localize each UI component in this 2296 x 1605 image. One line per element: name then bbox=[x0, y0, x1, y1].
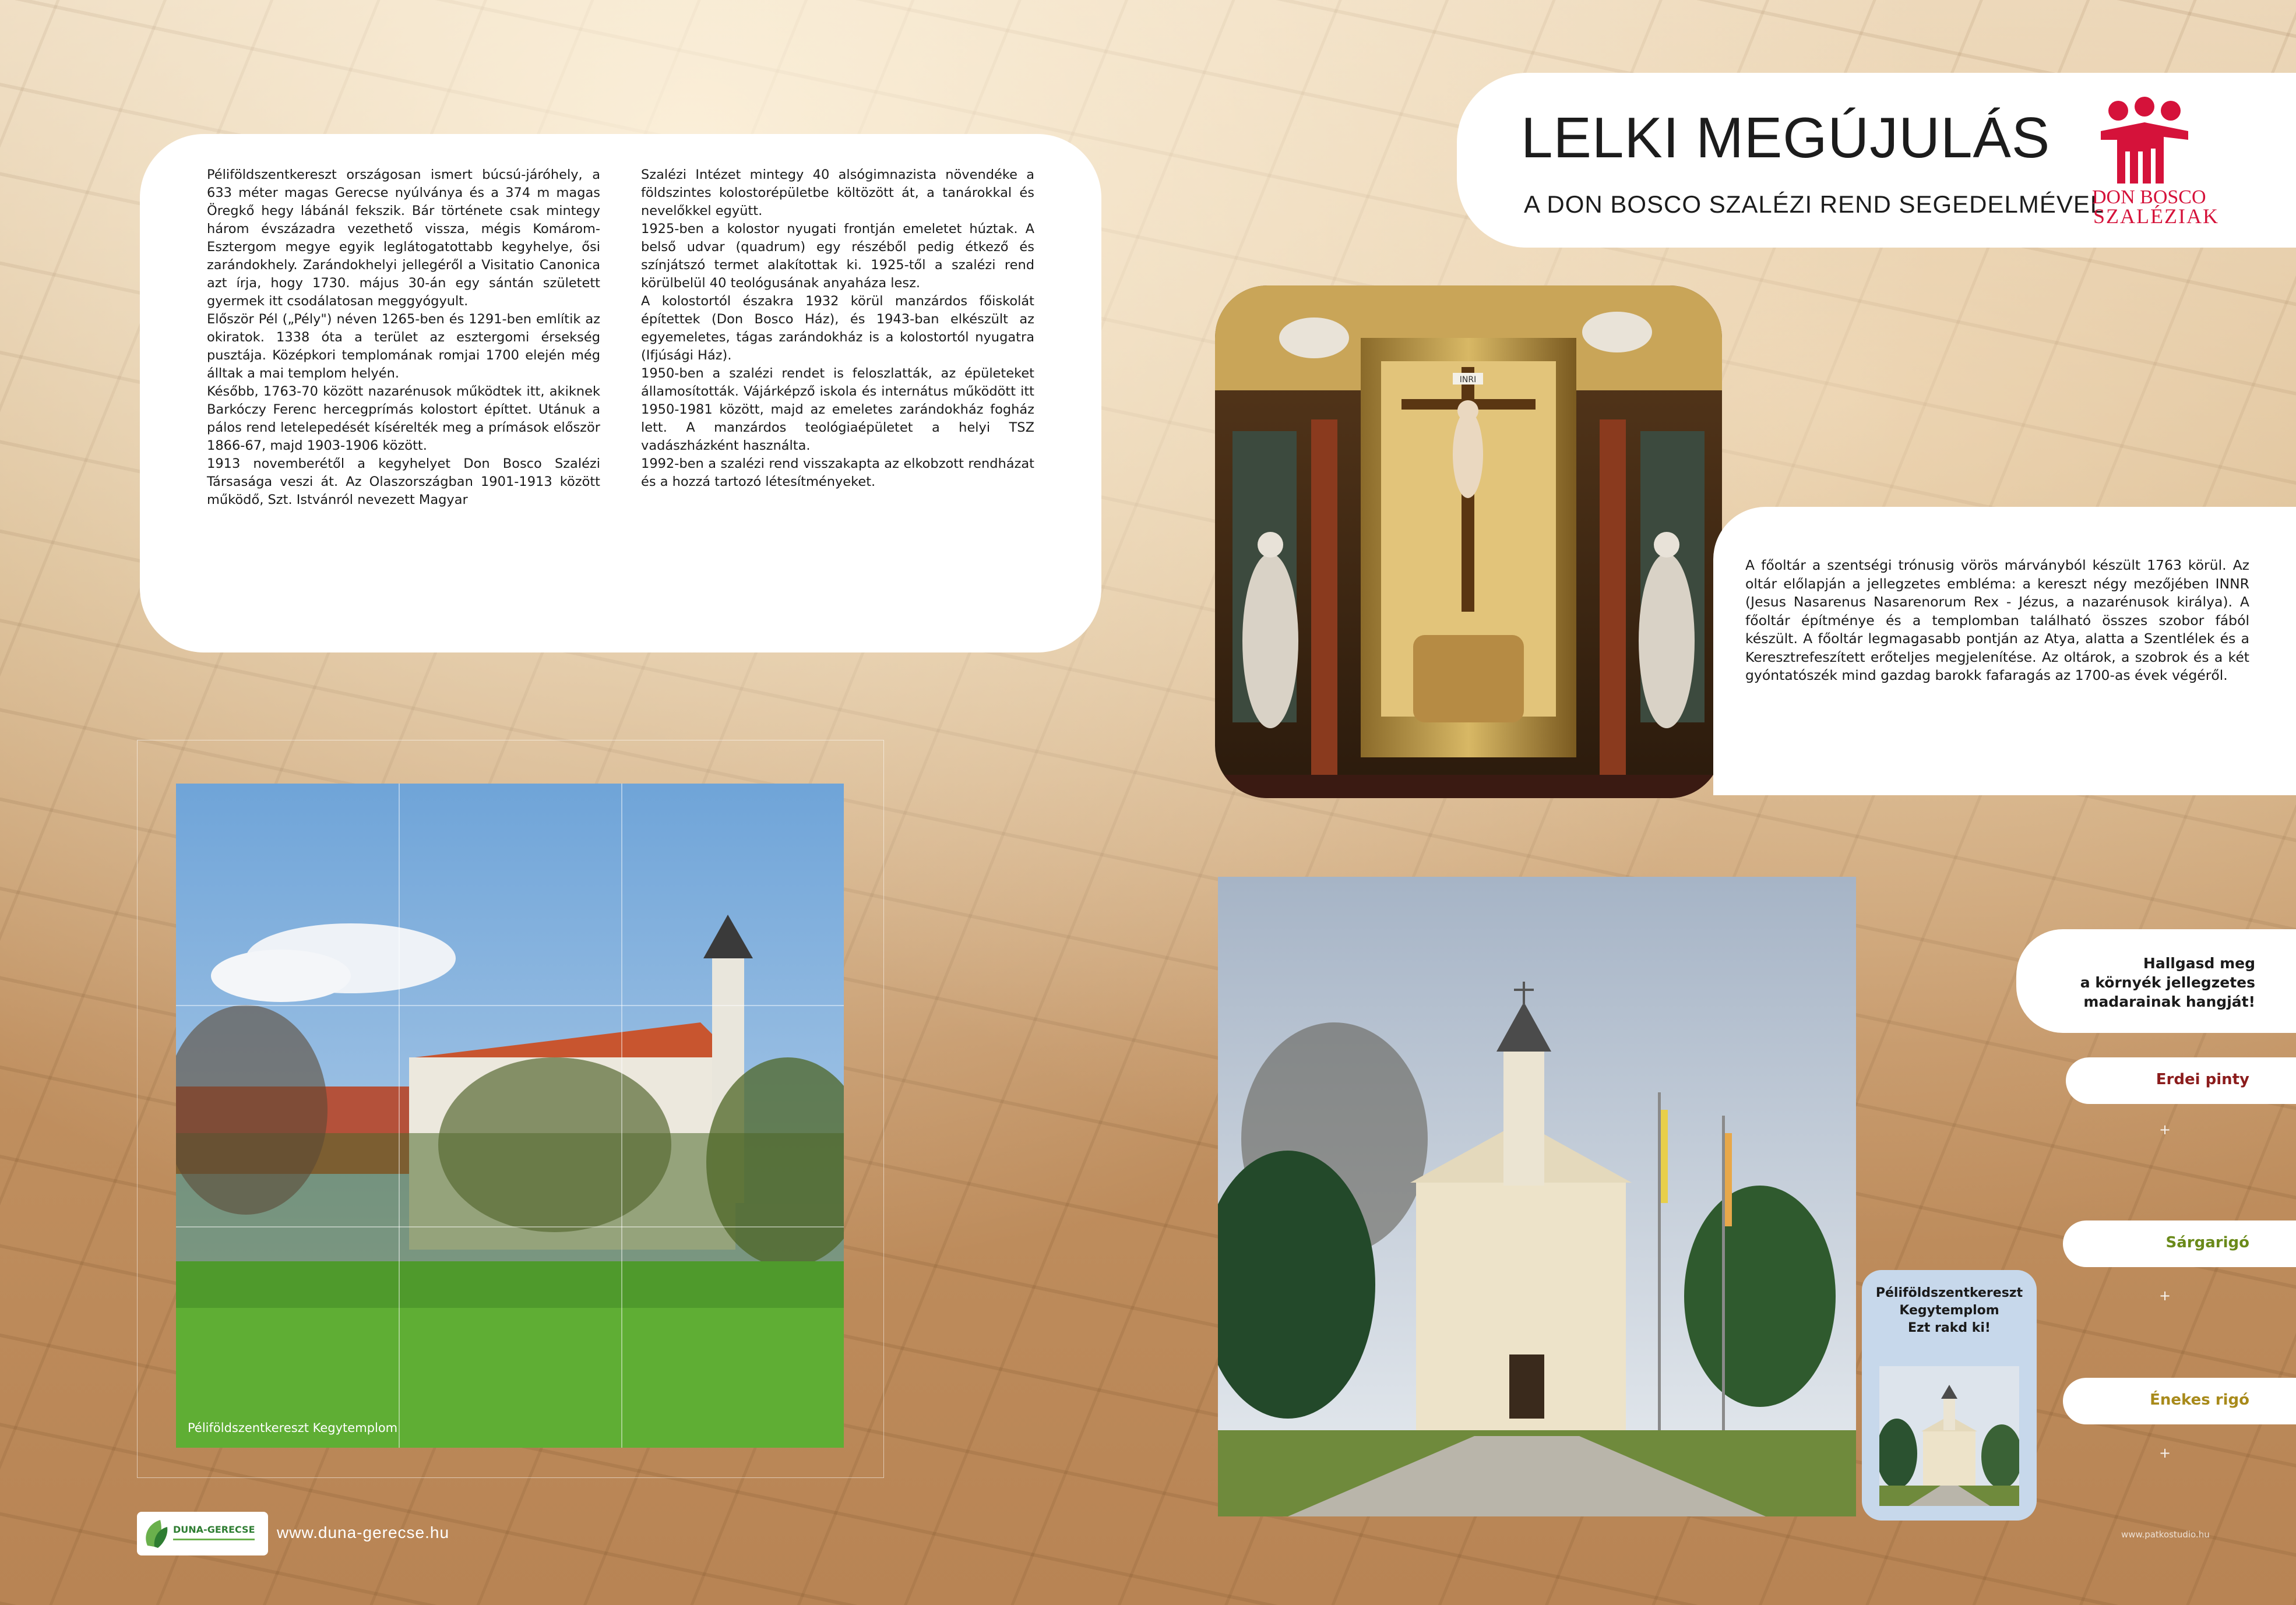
bird-label: Énekes rigó bbox=[2150, 1391, 2249, 1409]
listen-prompt-line: Hallgasd meg bbox=[2143, 955, 2255, 972]
intro-column-2 bbox=[641, 166, 1034, 509]
plus-icon: + bbox=[2159, 1445, 2171, 1461]
plus-icon: + bbox=[2159, 1287, 2171, 1304]
listen-prompt-line: madarainak hangját! bbox=[2083, 993, 2255, 1010]
plus-icon: + bbox=[2159, 1121, 2171, 1138]
duna-gerecse-logo bbox=[137, 1512, 268, 1555]
altar-photo bbox=[1215, 285, 1722, 798]
puzzle-text bbox=[1862, 1285, 2037, 1337]
puzzle-grid-line bbox=[621, 784, 622, 1448]
intro-paragraph: 1950-ben a szalézi rendet is feloszlatták, az épületeket államosították. Vájárképző iskola és internátus működött itt 1950-1981 között, majd az emeletes zarándokház fogház lett. A manzárdos teológiaépületet a helyi TSZ vadászházként használta. bbox=[641, 366, 1034, 453]
puzzle-grid-line bbox=[176, 1005, 844, 1006]
bird-sound-button-enekes-rigo[interactable] bbox=[2063, 1378, 2296, 1424]
logo-text: DUNA-GERECSE bbox=[173, 1524, 255, 1535]
intro-paragraph: 1913 novemberétől a kegyhelyet Don Bosco Szalézi Társasága veszi át. Az Olaszországban 1901-1913 között működő, Szt. Istvánról nevezett Magyar bbox=[207, 456, 600, 507]
puzzle-grid-line bbox=[176, 1226, 844, 1227]
design-credit: www.patkostudio.hu bbox=[2121, 1529, 2210, 1540]
bird-label: Erdei pinty bbox=[2156, 1071, 2249, 1088]
puzzle-panel bbox=[1862, 1270, 2037, 1521]
intro-paragraph: A kolostortól északra 1932 körül manzárdos főiskolát építettek (Don Bosco Ház), és 1943-ban elkészült az egyemeletes, tágas zarándokház is a kolostortól nyugatra (Ifjúsági Ház). bbox=[641, 294, 1034, 363]
intro-paragraph: 1925-ben a kolostor nyugati frontján emeletet húztak. A belső udvar (quadrum) egy részéből pedig étkező és színjátszó termet alakítottak ki. 1925-től a szalézi rend körülbelül 40 teológusának anyaháza lesz. bbox=[641, 221, 1034, 291]
intro-paragraph: Péliföldszentkereszt országosan ismert búcsú-járóhely, a 633 méter magas Gerecse nyúlványa és a 374 m magas Öregkő hegy lábánál fekszik. Bár története csak mintegy három évszázadra vezethető vissza, mégis Komárom-Esztergom megye egyik leglátogatottabb kegyhelye, ősi zarándokhely. Zarándokhelyi jellegéről a Visitatio Canonica azt írja, hogy 1730. május 30-án egy sántán született gyermek itt csodálatosan meggyógyult. bbox=[207, 167, 600, 309]
logo-text-line1: DON BOSCO bbox=[2092, 186, 2206, 208]
altar-description: A főoltár a szentségi trónusig vörös márványból készült 1763 körül. Az oltár előlapján a jellegzetes embléma: a kereszt négy mezőjében INNR (Jesus Nasarenus Nasarenorum Rex - Jézus, a nazarénusok királya). A főoltár építménye és a templomban található összes szobor fából készült. A főoltár legmagasabb pontján az Atya, alatta a Szentlélek és a Keresztrefeszített erőteljes megjelenítése. Az oltárok, a szobrok és a két gyóntatószék mind gazdag barokk fafaragás az 1700-as évek végéről. bbox=[1745, 557, 2249, 683]
intro-paragraph: Szalézi Intézet mintegy 40 alsógimnazista növendéke a földszintes kolostorépületbe költözött át, a tanárokkal és nevelőkkel együtt. bbox=[641, 167, 1034, 218]
puzzle-line: Ezt rakd ki! bbox=[1908, 1321, 1991, 1335]
bird-sound-button-erdei-pinty[interactable] bbox=[2066, 1057, 2296, 1104]
logo-text-line2: SZALÉZIAK bbox=[2093, 204, 2219, 228]
intro-paragraph: Először Pél („Pély") néven 1265-ben és 1291-ben említik az okiratok. 1338 óta a terület az esztergomi érsekség pusztája. Középkori templomának romjai 1700 elején még álltak a mai templom helyén. bbox=[207, 312, 600, 381]
puzzle-line: Péliföldszentkereszt bbox=[1875, 1286, 2023, 1300]
photo-caption: Péliföldszentkereszt Kegytemplom bbox=[188, 1421, 398, 1435]
altar-text-panel bbox=[1713, 507, 2296, 795]
intro-paragraph: Később, 1763-70 között nazarénusok működtek itt, akiknek Barkóczy Ferenc hercegprímás kolostort építtet. Utánuk a pálos rend letelepedését kísérelték meg a prímások először 1866-67, majd 1903-1906 között. bbox=[207, 384, 600, 453]
puzzle-grid-line bbox=[399, 784, 400, 1448]
title-panel bbox=[1457, 73, 2296, 248]
listen-prompt-text bbox=[2080, 954, 2255, 1011]
website-link[interactable]: www.duna-gerecse.hu bbox=[277, 1523, 450, 1541]
altar-inscription: INRI bbox=[1459, 375, 1477, 385]
church-photo-front bbox=[1218, 877, 1856, 1516]
bird-label: Sárgarigó bbox=[2165, 1234, 2249, 1251]
church-photo-side bbox=[176, 784, 844, 1448]
bird-sound-button-sargarigo[interactable] bbox=[2063, 1220, 2296, 1267]
listen-prompt-line: a környék jellegzetes bbox=[2080, 974, 2255, 991]
intro-text-panel bbox=[140, 134, 1101, 652]
page-title: LELKI MEGÚJULÁS bbox=[1521, 105, 2051, 170]
listen-prompt-panel bbox=[2016, 929, 2296, 1033]
page-subtitle: A DON BOSCO SZALÉZI REND SEGEDELMÉVEL bbox=[1524, 191, 2105, 218]
intro-column-1 bbox=[207, 166, 600, 509]
puzzle-line: Kegytemplom bbox=[1899, 1303, 1999, 1318]
puzzle-thumbnail[interactable] bbox=[1879, 1366, 2019, 1506]
intro-paragraph: 1992-ben a szalézi rend visszakapta az elkobzott rendházat és a hozzá tartozó létesítményeket. bbox=[641, 456, 1034, 489]
